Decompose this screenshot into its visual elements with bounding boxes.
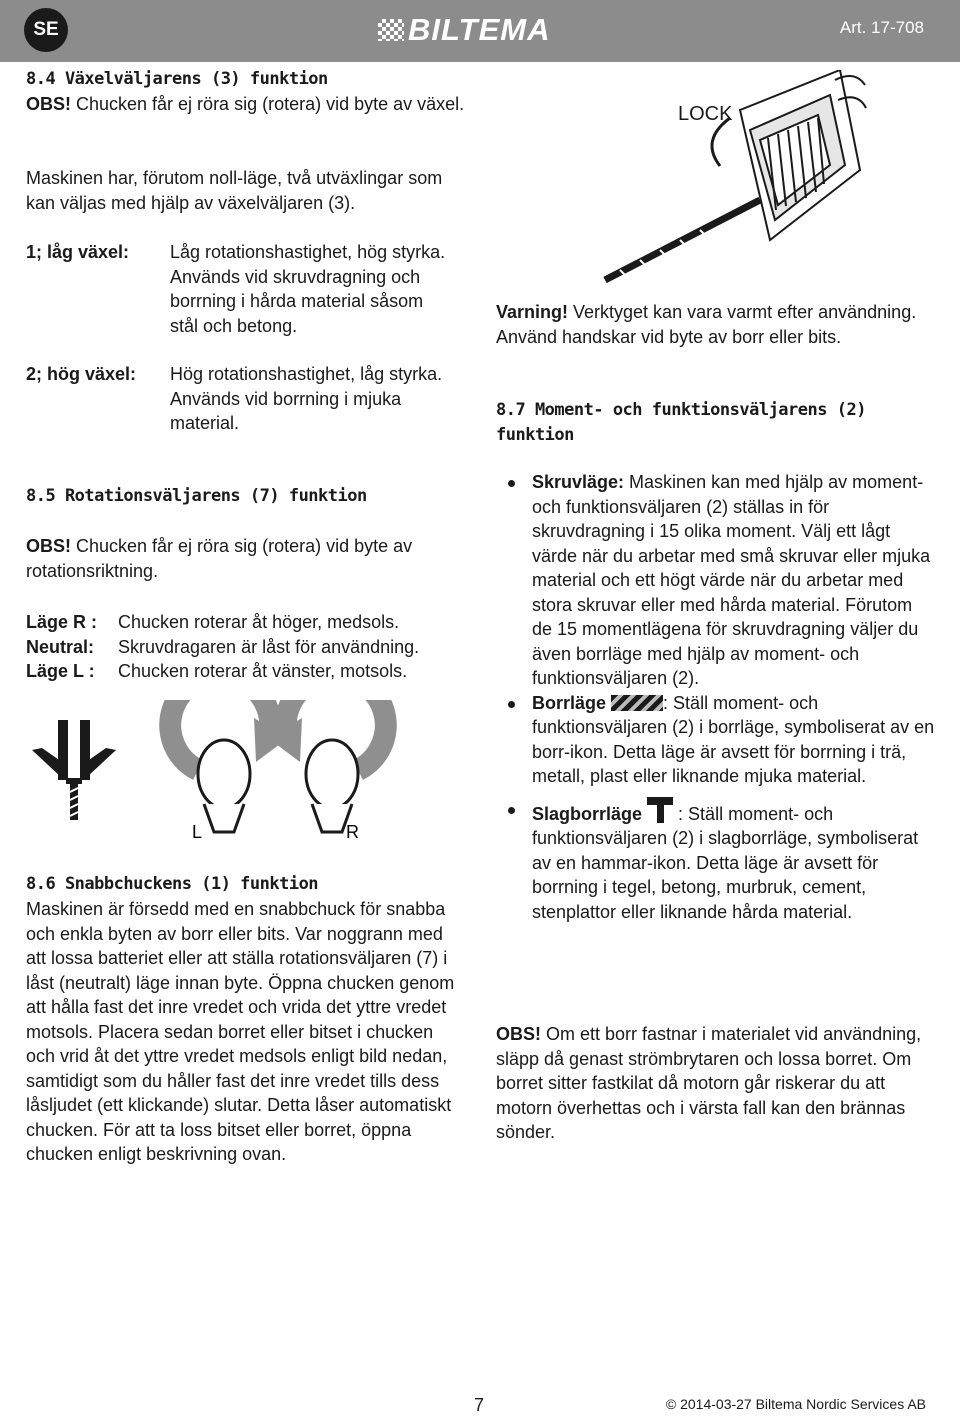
warning-text: Verktyget kan vara varmt efter användning. Använd handskar vid byte av borr eller bits. — [496, 302, 917, 347]
section-8-4-intro: Maskinen har, förutom noll-läge, två utväxlingar som kan väljas med hjälp av växelväljaren (3). — [26, 168, 443, 213]
section-8-6-body: Maskinen är försedd med en snabbchuck för snabba och enkla byten av borr eller bits. Var noggrann med att lossa batteriet eller att ställa rotationsväljaren (7) i låst (neutralt) läge innan byte. Öppna chucken genom att hålla fast det inre vredet och vrida det yttre vredet motsols. Placera sedan borret eller bitset i chucken och vrid åt det yttre vredet medsols enligt bild nedan, samtidigt som du håller fast det inre vredet tills dess låsljudet (ett klickande) slutar. Detta låser automatiskt chucken. För att ta loss bitset eller borret, öppna chucken enligt beskrivning ovan. — [26, 899, 455, 1164]
neutral-lock-icon — [32, 720, 116, 820]
obs-label: OBS! — [26, 94, 71, 114]
page-number: 7 — [474, 1395, 485, 1415]
chuck-lock-figure — [580, 70, 870, 290]
lock-label: LOCK — [678, 103, 733, 125]
mode-list — [496, 470, 936, 924]
hammer-icon — [647, 797, 673, 823]
gear-1-text: Låg rotationshastighet, hög styrka. Används vid skruvdragning och borrning i hårda material såsom stål och betong. — [170, 242, 446, 336]
gear-1-row — [26, 240, 466, 338]
page-header — [0, 0, 960, 62]
list-item: Slagborrläge : Ställ moment- och funktionsväljaren (2) i slagborrläge, symboliserat av en hammar-ikon. Detta läge är avsett för borrning i tegel, betong, murbruk, cement, stenplattor eller liknande hårda material. — [496, 797, 936, 925]
mode-row: Läge L : Chucken roterar åt vänster, motsols. — [26, 661, 408, 681]
list-item: Borrläge : Ställ moment- och funktionsväljaren (2) i borrläge, symboliserat av en borr-ikon. Detta läge är avsett för borrning i trä, metall, plast eller liknande mjuka material. — [496, 691, 936, 789]
language-badge: SE — [24, 8, 68, 52]
obs-text: Chucken får ej röra sig (rotera) vid byte av rotationsriktning. — [26, 536, 413, 581]
gear-2-row — [26, 362, 466, 436]
article-number: Art. 17-708 — [839, 18, 924, 37]
obs-text: Om ett borr fastnar i materialet vid användning, släpp då genast strömbrytaren och lossa borret. Om borret sitter fastkilat då motorn går riskerar du att motorn överhettas och i värsta fall kan den brännas sönder. — [496, 1024, 922, 1142]
warning-label: Varning! — [496, 302, 569, 322]
rotation-figure — [28, 700, 468, 850]
copyright: © 2014-03-27 Biltema Nordic Services AB — [665, 1396, 926, 1412]
left-label: L — [192, 822, 203, 842]
drill-icon — [611, 695, 663, 711]
mode-row: Läge R : Chucken roterar åt höger, medsols. — [26, 612, 400, 632]
gear-2-label: 2; hög växel: — [26, 364, 137, 384]
checker-flag-icon — [378, 19, 404, 41]
gear-1-label: 1; låg växel: — [26, 242, 130, 262]
obs-text: Chucken får ej röra sig (rotera) vid byte av växel. — [71, 94, 465, 114]
section-8-5-title: 8.5 Rotationsväljarens (7) funktion — [26, 486, 367, 506]
section-8-7-obs — [496, 1022, 936, 1145]
right-label: R — [346, 822, 359, 842]
rotate-left-icon — [170, 700, 288, 832]
section-8-5-obs — [26, 534, 466, 583]
rotation-modes — [26, 610, 419, 684]
obs-label: OBS! — [26, 536, 71, 556]
section-8-4-obs — [26, 92, 466, 117]
list-item: Skruvläge: Maskinen kan med hjälp av moment- och funktionsväljaren (2) ställas in för skruvdragning i 15 olika moment. Välj ett lågt värde när du arbetar med små skruvar eller mjuka material och ett högt värde när du arbetar med stora skruvar eller med hårda material. Förutom de 15 momentlägena för skruvdragning väljer du även borrläge med hjälp av moment- och funktionsväljaren (2). — [496, 470, 936, 691]
section-8-6-title: 8.6 Snabbchuckens (1) funktion — [26, 874, 319, 894]
gear-2-text: Hög rotationshastighet, låg styrka. Används vid borrning i mjuka material. — [170, 364, 443, 433]
mode-row: Neutral: Skruvdragaren är låst för användning. — [26, 636, 420, 657]
warning-note — [496, 300, 936, 349]
rotate-right-icon — [268, 700, 386, 832]
section-8-7-title: 8.7 Moment- och funktionsväljarens (2) funktion — [496, 400, 866, 445]
brand-name: BILTEMA — [408, 12, 551, 47]
section-8-4-title: 8.4 Växelväljarens (3) funktion — [26, 69, 328, 89]
obs-label: OBS! — [496, 1024, 541, 1044]
